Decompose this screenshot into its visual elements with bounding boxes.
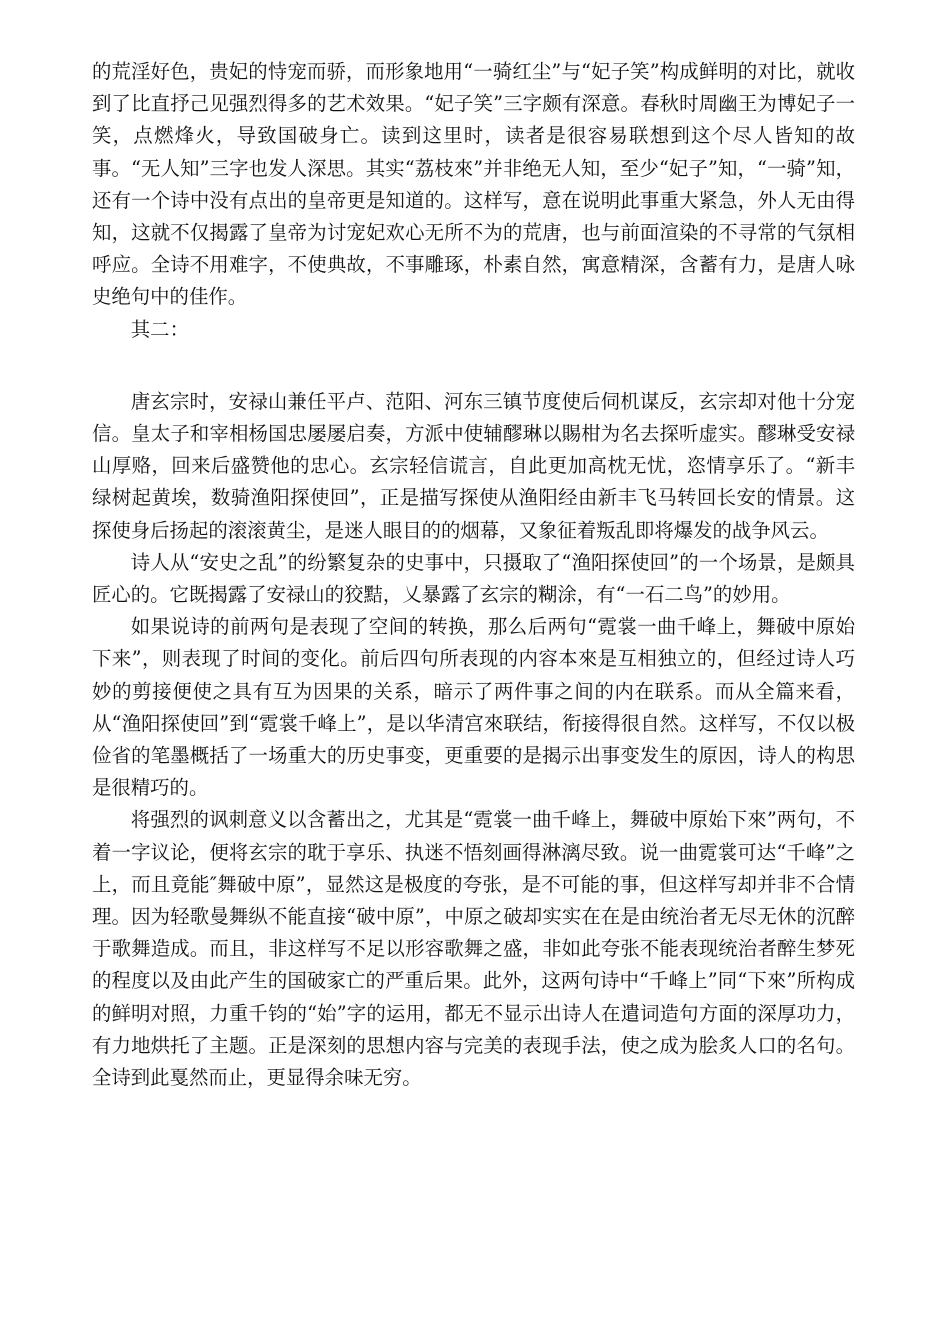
- paragraph-1: 唐玄宗时，安禄山兼任平卢、范阳、河东三镇节度使后伺机谋反，玄宗却对他十分宠信。皇太子和宰相杨国忠屡屡启奏，方派中使辅醪琳以賜柑为名去探听虚实。醪琳受安禄山厚赂，回来后盛赞他的忠心。玄宗轻信谎言，自此更加高枕无忧，恣情享乐了。“新丰绿树起黄埃，数骑渔阳探使回”，正是描写探使从渔阳经由新丰飞马转回长安的情景。这探使身后扬起的滚滚黄尘，是迷人眼目的的烟幕，又象征着叛乱即将爆发的战争风云。: [92, 389, 855, 542]
- continuation-paragraph: 的荒淫好色，贵妃的恃宠而骄，而形象地用“一骑红尘”与“妃子笑”构成鲜明的对比，就收到了比直抒己见强烈得多的艺术效果。“妃子笑”三字颇有深意。春秋时周幽王为博妃子一笑，点燃烽火，导致国破身亡。读到这里时，读者是很容易联想到这个尽人皆知的故事。“无人知”三字也发人深思。其实“荔枝來”并非绝无人知，至少“妃子”知，“一骑”知，还有一个诗中没有点出的皇帝更是知道的。这样写，意在说明此事重大紧急，外人无由得知，这就不仅揭露了皇帝为讨宠妃欢心无所不为的荒唐，也与前面渲染的不寻常的气氛相呼应。全诗不用难字，不使典故，不事雕琢，朴素自然，寓意精深，含蓄有力，是唐人咏史绝句中的佳作。: [92, 60, 855, 309]
- paragraph-3: 如果说诗的前两句是表现了空间的转换，那么后两句“霓裳一曲千峰上，舞破中原始下来”，则表现了时间的变化。前后四句所表现的内容本來是互相独立的，但经过诗人巧妙的剪接便使之具有互为因果的关系，暗示了两件事之间的内在联系。而从全篇来看，从“渔阳探使回”到“霓裳千峰上”，是以华清宫來联结，衔接得很自然。这样写，不仅以极俭省的笔墨概括了一场重大的历史事变，更重要的是揭示出事变发生的原因，诗人的构思是很精巧的。: [92, 615, 855, 800]
- blank-line: [92, 346, 855, 386]
- section-heading: 其二：: [130, 317, 189, 341]
- paragraph-2: 诗人从“安史之乱”的纷繁复杂的史事中，只摄取了“渔阳探使回”的一个场景，是颇具匠心的。它既揭露了安禄山的狡黠，乂暴露了玄宗的糊涂，有“一石二鸟”的妙用。: [92, 550, 855, 607]
- paragraph-4: 将强烈的讽刺意义以含蓄出之，尤其是“霓裳一曲千峰上，舞破中原始下來”两句，不着一字议论，便将玄宗的耽于享乐、执迷不悟刻画得淋漓尽致。说一曲霓裳可达“千峰”之上，而且竟能″舞破中原”，显然这是极度的夸张，是不可能的事，但这样写却并非不合情理。因为轻歌曼舞纵不能直接“破中原”，中原之破却实实在在是由统治者无尽无休的沉醉于歌舞造成。而且，非这样写不足以形容歌舞之盛，非如此夸张不能表现统治者醉生梦死的程度以及由此产生的国破家亡的严重后果。此外，这两句诗中“千峰上”同“下來”所构成的鲜明对照，力重千钧的“始”字的运用，都无不显示出诗人在遣词造句方面的深厚功力，有力地烘托了主题。正是深刻的思想内容与完美的表现手法，使之成为脍炙人口的名句。全诗到此戛然而止，更显得余味无穷。: [92, 808, 855, 1090]
